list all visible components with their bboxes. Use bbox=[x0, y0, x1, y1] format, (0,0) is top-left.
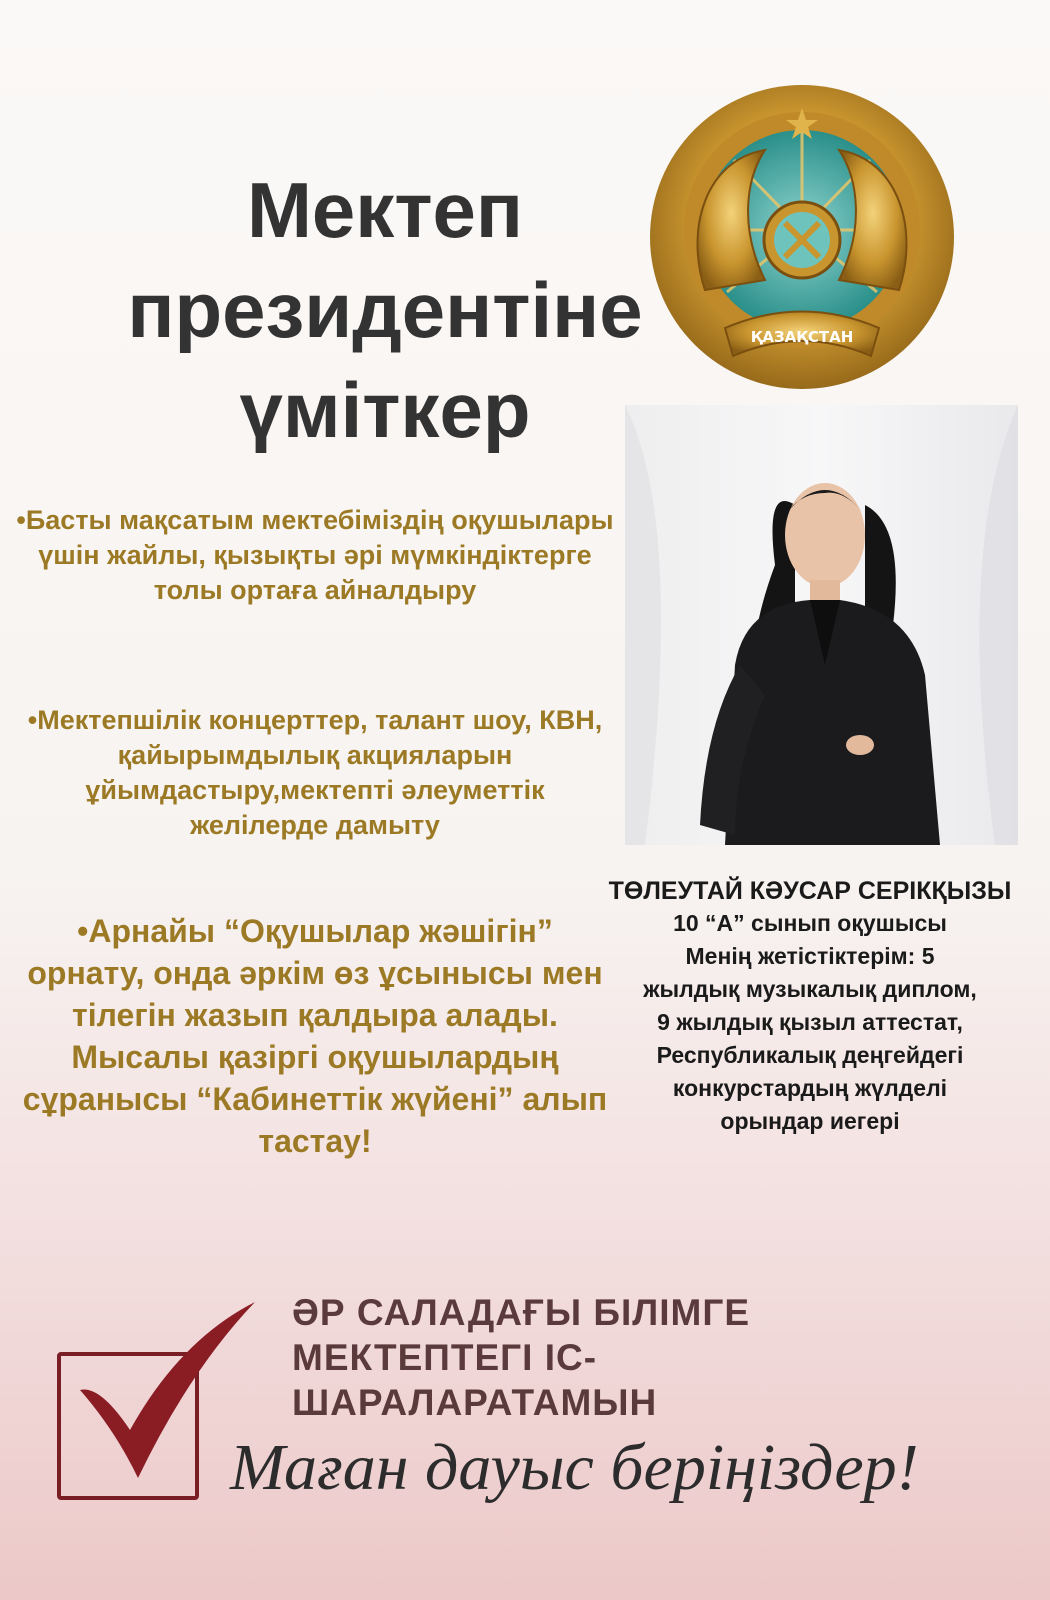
kazakhstan-emblem-icon bbox=[645, 80, 960, 395]
poster-title bbox=[90, 160, 680, 460]
info-line: Республикалық деңгейдегі bbox=[656, 1042, 964, 1068]
info-line: конкурстардың жүлделі bbox=[672, 1075, 948, 1101]
info-line: 10 “А” сынып оқушысы bbox=[673, 910, 947, 936]
candidate-name: ТӨЛЕУТАЙ КӘУСАР СЕРІКҚЫЗЫ bbox=[608, 877, 1012, 905]
goal-item-1: •Басты мақсатым мектебіміздің оқушылары үшін жайлы, қызықты әрі мүмкіндіктерге толы ортаға айналдыру bbox=[16, 505, 614, 605]
candidate-photo bbox=[625, 405, 1018, 845]
slogan-line: ӘР САЛАДАҒЫ БІЛІМГЕ bbox=[292, 1292, 750, 1333]
slogan-line: ШАРАЛАРАТАМЫН bbox=[292, 1382, 658, 1423]
slogan bbox=[292, 1290, 1012, 1425]
title-line-2: президентіне bbox=[127, 266, 643, 354]
info-line: Менің жетістіктерім: 5 bbox=[685, 943, 935, 969]
slogan-line: МЕКТЕПТЕГІ ІС- bbox=[292, 1337, 598, 1378]
title-line-1: Мектеп bbox=[246, 166, 524, 254]
info-line: орындар иегері bbox=[720, 1108, 900, 1134]
vote-call-to-action: Маған дауыс беріңіздер! bbox=[230, 1431, 919, 1504]
emblem-text: ҚАЗАҚСТАН bbox=[750, 328, 854, 346]
title-line-3: үміткер bbox=[239, 366, 531, 454]
goal-item-2: •Мектепшілік концерттер, талант шоу, КВН, қайырымдылық акцияларын ұйымдастыру,мектепті әлеуметтік желілерде дамыту bbox=[27, 705, 603, 840]
goal-item-3: •Арнайы “Оқушылар жәшігін” орнату, онда әркім өз ұсынысы мен тілегін жазып қалдыра алады. Мысалы қазіргі оқушылардың сұранысы “Кабинеттік жүйені” алып тастау! bbox=[22, 913, 608, 1159]
info-line: жылдық музыкалық диплом, bbox=[643, 976, 977, 1002]
candidate-info bbox=[575, 907, 1045, 1138]
candidate-bio bbox=[575, 875, 1045, 1138]
info-line: 9 жылдық қызыл аттестат, bbox=[657, 1009, 963, 1035]
